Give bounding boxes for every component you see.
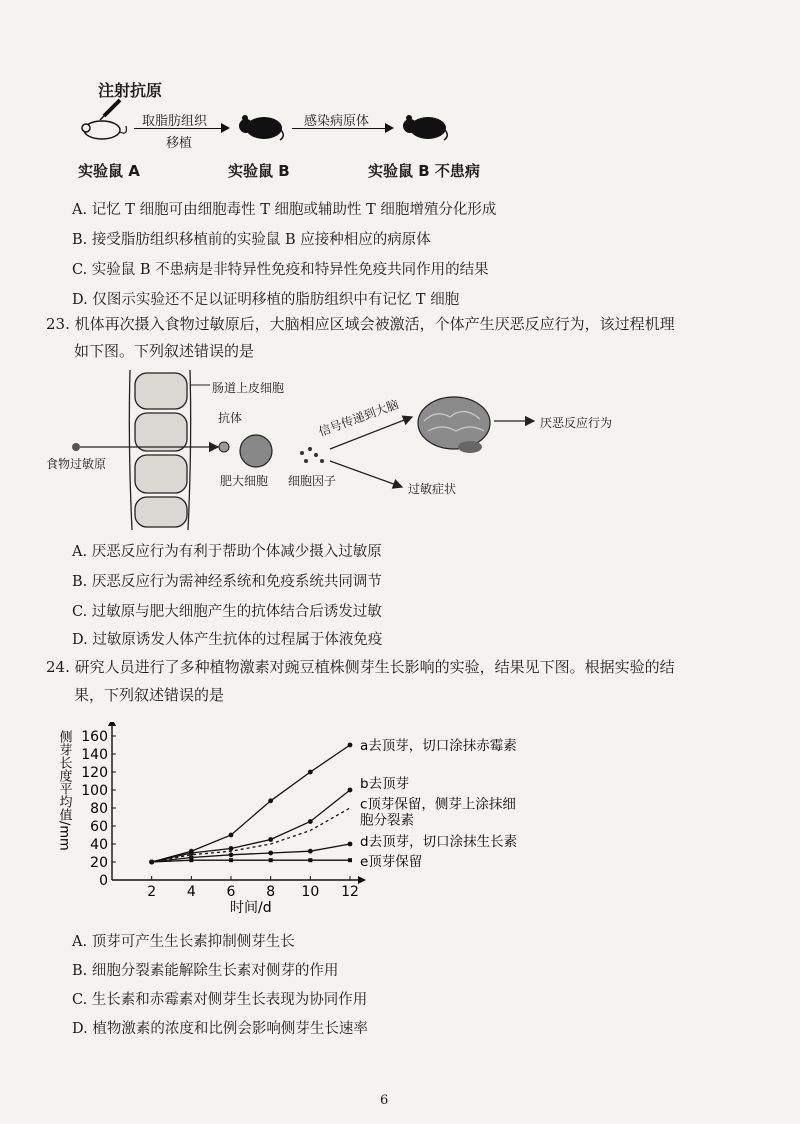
lateral-bud-growth-chart <box>50 722 530 922</box>
data-point <box>229 846 234 851</box>
x-tick-label: 10 <box>301 884 320 900</box>
series-line-e <box>152 860 350 862</box>
label-aversion: 厌恶反应行为 <box>540 416 613 430</box>
label-signal: 信号传递到大脑 <box>316 397 401 440</box>
legend-label: d去顶芽，切口涂抹生长素 <box>360 834 518 850</box>
y-tick-label: 0 <box>99 873 108 889</box>
q24-option-b: B. 细胞分裂素能解除生长素对侧芽的作用 <box>72 963 339 979</box>
y-tick-label: 100 <box>81 783 108 799</box>
x-axis-arrow <box>358 876 366 884</box>
series-line-b <box>152 790 350 862</box>
data-point <box>348 788 353 793</box>
label-mast-cell: 肥大细胞 <box>220 474 269 488</box>
q24-option-c: C. 生长素和赤霉素对侧芽生长表现为协同作用 <box>72 992 368 1008</box>
data-point <box>150 860 154 864</box>
data-point <box>348 743 353 748</box>
epithelium-cells <box>129 370 190 530</box>
data-point <box>308 849 313 854</box>
x-tick-label: 4 <box>186 884 196 900</box>
data-point <box>348 842 353 847</box>
q23-stem-line2: 如下图。下列叙述错误的是 <box>74 342 255 360</box>
mast-cell <box>240 435 272 467</box>
cytokine-dots <box>300 447 324 463</box>
allergy-mechanism-diagram <box>40 365 660 535</box>
y-tick-label: 40 <box>90 837 108 853</box>
mouse-b-label: 实验鼠 B <box>228 162 290 180</box>
data-point <box>229 852 234 857</box>
legend-label: b去顶芽 <box>360 776 410 792</box>
data-point <box>189 858 193 862</box>
x-tick-label: 12 <box>341 884 359 900</box>
y-tick-label: 120 <box>81 765 108 781</box>
x-axis-label: 时间/d <box>230 900 272 916</box>
data-point <box>269 858 273 862</box>
label-cytokine: 细胞因子 <box>288 474 337 488</box>
y-tick-label: 60 <box>90 819 108 835</box>
y-tick-label: 140 <box>81 747 108 763</box>
data-point <box>268 798 273 803</box>
x-tick-label: 2 <box>147 884 157 900</box>
data-point <box>268 837 273 842</box>
transplant-label-2: 移植 <box>166 136 193 151</box>
label-antibody: 抗体 <box>218 411 243 425</box>
q23-option-d: D. 过敏原诱发人体产生抗体的过程属于体液免疫 <box>72 632 383 648</box>
q22-option-d: D. 仅图示实验还不足以证明移植的脂肪组织中有记忆 T 细胞 <box>72 292 460 308</box>
q23-option-c: C. 过敏原与肥大细胞产生的抗体结合后诱发过敏 <box>72 604 382 620</box>
mouse-b-healthy-icon <box>400 110 450 142</box>
label-symptom: 过敏症状 <box>408 482 457 496</box>
q24-option-d: D. 植物激素的浓度和比例会影响侧芽生长速率 <box>72 1021 368 1037</box>
legend-label: 胞分裂素 <box>360 812 414 829</box>
allergen-dot <box>72 443 80 451</box>
mouse-b-icon <box>236 110 286 142</box>
y-tick-label: 160 <box>81 729 108 745</box>
q22-option-a: A. 记忆 T 细胞可由细胞毒性 T 细胞或辅助性 T 细胞增殖分化形成 <box>72 202 497 218</box>
q23-option-a: A. 厌恶反应行为有利于帮助个体减少摄入过敏原 <box>72 544 382 560</box>
syringe-mouse-a-icon <box>80 98 130 140</box>
mouse-b-result-label: 实验鼠 B 不患病 <box>368 162 480 180</box>
q22-option-b: B. 接受脂肪组织移植前的实验鼠 B 应接种相应的病原体 <box>72 232 431 248</box>
q22-option-c: C. 实验鼠 B 不患病是非特异性免疫和特异性免疫共同作用的结果 <box>72 262 489 278</box>
mouse-a-label: 实验鼠 A <box>78 162 140 180</box>
brain-icon <box>418 397 490 453</box>
antibody-dot <box>219 442 229 452</box>
transplant-label-1: 取脂肪组织 <box>142 114 208 129</box>
infection-label: 感染病原体 <box>304 114 370 129</box>
q24-option-a: A. 顶芽可产生生长素抑制侧芽生长 <box>72 934 295 950</box>
q24-stem-line1: 24. 研究人员进行了多种植物激素对豌豆植株侧芽生长影响的实验，结果见下图。根据实验的结 <box>46 658 675 676</box>
label-epithelium: 肠道上皮细胞 <box>212 381 285 395</box>
y-axis-arrow <box>108 722 116 726</box>
x-tick-label: 8 <box>266 884 276 900</box>
data-point <box>308 819 313 824</box>
data-point <box>268 851 273 856</box>
q23-stem-line1: 23. 机体再次摄入食物过敏原后，大脑相应区域会被激活，个体产生厌恶反应行为，该过程机理 <box>46 315 675 333</box>
y-tick-label: 20 <box>90 855 108 871</box>
y-axis-label: 侧芽长度平均值/mm <box>56 730 72 851</box>
page-number: 6 <box>380 1093 389 1108</box>
legend-label: a去顶芽，切口涂抹赤霉素 <box>360 738 517 754</box>
data-point <box>348 858 352 862</box>
data-point <box>308 858 312 862</box>
q24-stem-line2: 果，下列叙述错误的是 <box>74 686 225 704</box>
q23-option-b: B. 厌恶反应行为需神经系统和免疫系统共同调节 <box>72 574 382 590</box>
label-allergen: 食物过敏原 <box>46 457 107 471</box>
legend-label: c顶芽保留，侧芽上涂抹细 <box>360 796 516 813</box>
data-point <box>308 770 313 775</box>
data-point <box>229 833 234 838</box>
inject-antigen-label: 注射抗原 <box>98 81 163 100</box>
y-tick-label: 80 <box>90 801 108 817</box>
data-point <box>229 858 233 862</box>
series-line-d <box>152 844 350 862</box>
legend-label: e顶芽保留 <box>360 854 423 870</box>
x-tick-label: 6 <box>226 884 236 900</box>
